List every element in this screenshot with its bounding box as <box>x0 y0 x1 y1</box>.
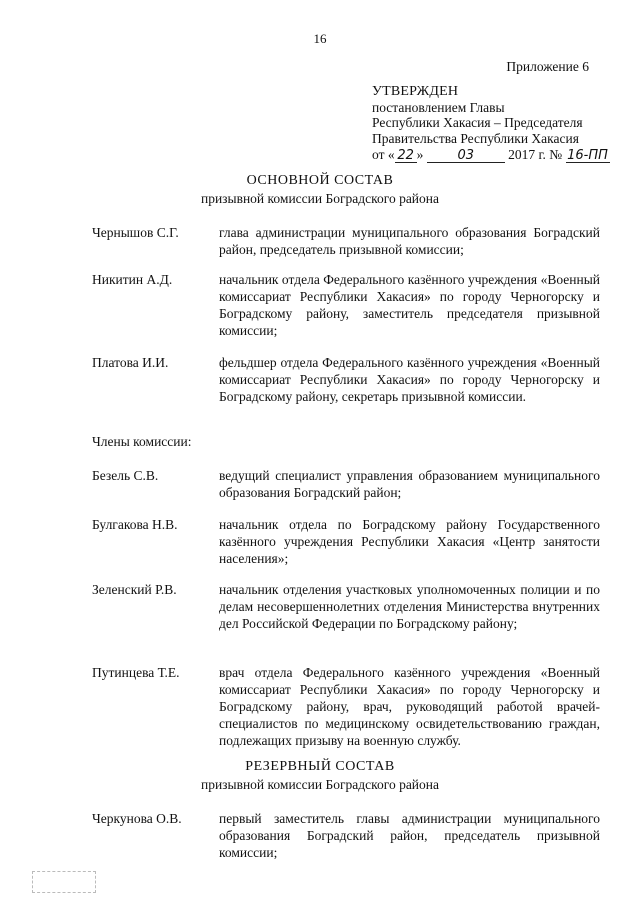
reserve-section-subtitle: призывной комиссии Боградского района <box>200 777 440 792</box>
member-role: врач отдела Федерального казённого учреждения «Военный комиссариат Республики Хакасия» по городу Черногорску и Боградскому району, врач, руководящий работой врачей-специалистов по медицинскому освидетельствованию граждан, подлежащих призыву на военную службу. <box>219 665 600 748</box>
approval-line-3: Правительства Республики Хакасия <box>372 131 579 147</box>
members-label: Члены комиссии: <box>92 434 192 449</box>
main-section-title: ОСНОВНОЙ СОСТАВ <box>246 173 394 188</box>
member-row <box>92 516 600 567</box>
member-row <box>92 810 600 861</box>
member-role: начальник отдела по Боградскому району Государственного казённого учреждения Республики Хакасия «Центр занятости населения»; <box>219 517 600 566</box>
approval-line-1: постановлением Главы <box>372 99 505 115</box>
member-name: Черкунова О.В. <box>92 811 182 826</box>
member-row <box>92 224 600 258</box>
scan-stamp-mark <box>32 871 96 893</box>
approval-block <box>372 84 622 163</box>
member-role: начальник отдела Федерального казённого учреждения «Военный комиссариат Республики Хакасия» по городу Черногорску и Боградскому району, заместитель председателя призывной комиссии; <box>219 272 600 338</box>
member-row <box>92 354 600 405</box>
page-number: 16 <box>313 31 327 46</box>
member-role: начальник отделения участковых уполномоченных полиции и по делам несовершеннолетних отделения Министерства внутренних дел Российской Федерации по Боградскому району; <box>219 582 600 631</box>
appendix-label: Приложение 6 <box>506 59 589 74</box>
member-name: Чернышов С.Г. <box>92 225 179 240</box>
member-name: Зеленский Р.В. <box>92 582 177 597</box>
date-prefix: от « <box>372 146 395 162</box>
main-section-subtitle: призывной комиссии Боградского района <box>200 191 440 206</box>
date-year: 2017 г. № <box>508 146 563 162</box>
member-role: ведущий специалист управления образованием муниципального образования Боградский район; <box>219 468 600 500</box>
member-row <box>92 664 600 749</box>
member-name: Путинцева Т.Е. <box>92 665 180 680</box>
date-month-handwritten: 03 <box>427 149 505 163</box>
member-role: фельдшер отдела Федерального казённого учреждения «Военный комиссариат Республики Хакасия» по городу Черногорску и Боградскому району, секретарь призывной комиссии. <box>219 355 600 404</box>
member-name: Безель С.В. <box>92 468 159 483</box>
member-row <box>92 467 600 501</box>
approval-date-line <box>372 147 622 163</box>
date-day-handwritten: 22 <box>395 149 417 163</box>
member-role: глава администрации муниципального образования Боградский район, председатель призывной комиссии; <box>219 225 600 257</box>
approval-title: УТВЕРЖДЕН <box>372 84 459 99</box>
member-name: Платова И.И. <box>92 355 169 370</box>
member-row <box>92 271 600 339</box>
approval-line-2: Республики Хакасия – Председателя <box>372 115 583 131</box>
member-name: Никитин А.Д. <box>92 272 173 287</box>
member-name: Булгакова Н.В. <box>92 517 178 532</box>
member-row <box>92 581 600 632</box>
decree-number-handwritten: 16-ПП <box>567 147 608 163</box>
reserve-section-title: РЕЗЕРВНЫЙ СОСТАВ <box>245 759 395 774</box>
member-role: первый заместитель главы администрации муниципального образования Боградский район, председатель призывной комиссии; <box>219 811 600 860</box>
date-mid: » <box>416 146 424 162</box>
